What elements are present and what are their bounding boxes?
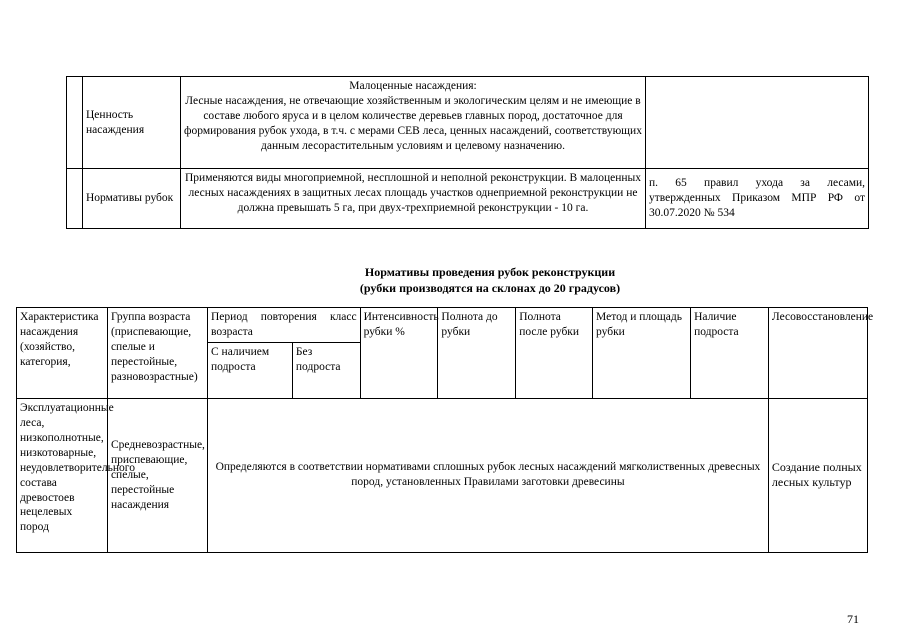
header-without-undergrowth: Без подроста — [292, 342, 360, 398]
header-age-group: Группа возраста (приспевающие, спелые и перестойные, разновозрастные) — [107, 308, 207, 399]
heading-line-1: Нормативы проведения рубок реконструкции — [364, 265, 616, 279]
table-row — [67, 77, 869, 169]
header-intensity: Интенсивность рубки % — [360, 308, 438, 399]
heading-line-2: (рубки производятся на склонах до 20 градусов) — [359, 281, 621, 296]
row-text: Применяются виды многоприемной, несплошной и неполной реконструкции. В малоценных лесных насаждениях в защитных лесах площадь участков однеприемной реконструкции не должна превышать 5 га, при двух-трехприемной реконструкции - 10 га. — [181, 169, 646, 229]
spacer-cell — [67, 77, 83, 169]
row-label: Ценность насаждения — [83, 77, 181, 169]
header-reforestation: Лесовосстановление — [768, 308, 867, 399]
header-method-area: Метод и площадь рубки — [593, 308, 691, 399]
header-row — [17, 308, 868, 343]
cell-characteristic: Эксплуатационные леса, низкополнотные, низкотоварные, неудовлетворительного состава древостоев нецелевых пород — [17, 398, 108, 552]
header-characteristic: Характеристика насаждения (хозяйство, категория, — [17, 308, 108, 399]
row-content — [181, 77, 646, 169]
header-density-after: Полнота после рубки — [516, 308, 593, 399]
row-reference — [646, 77, 869, 169]
row-label: Нормативы рубок — [83, 169, 181, 229]
header-density-before: Полнота до рубки — [438, 308, 516, 399]
reconstruction-norms-table — [16, 307, 874, 553]
row-title: Малоценные насаждения: — [349, 80, 477, 92]
table-row — [17, 398, 868, 552]
header-repeat-period: Период повторения класс возраста — [208, 308, 361, 343]
spacer-cell — [67, 169, 83, 229]
page-number: 71 — [847, 612, 859, 626]
header-with-undergrowth: С наличием подроста — [208, 342, 293, 398]
cell-reforestation: Создание полных лесных культур — [768, 398, 867, 552]
row-reference: п. 65 правил ухода за лесами, утвержденных Приказом МПР РФ от 30.07.2020 № 534 — [646, 169, 869, 229]
cell-merged-norms: Определяются в соответствии нормативами сплошных рубок лесных насаждений мягколиственных древесных пород, установленных Правилами заготовки древесины — [208, 398, 769, 552]
header-undergrowth: Наличие подроста — [691, 308, 769, 399]
cell-age-group: Средневозрастные, приспевающие, спелые, перестойные насаждения — [107, 398, 207, 552]
forest-value-table — [66, 76, 869, 229]
section-heading — [270, 264, 710, 296]
table-row — [67, 169, 869, 229]
row-text: Лесные насаждения, не отвечающие хозяйственным и экологическим целям и не имеющие в составе любого яруса и в целом количестве деревьев главных пород, достаточное для формирования рубок ухода, в т.ч. с мерами СЕВ леса, ценных насаждений, соответствующих данным лесорастительным условиям и целевому назначению. — [184, 94, 642, 152]
